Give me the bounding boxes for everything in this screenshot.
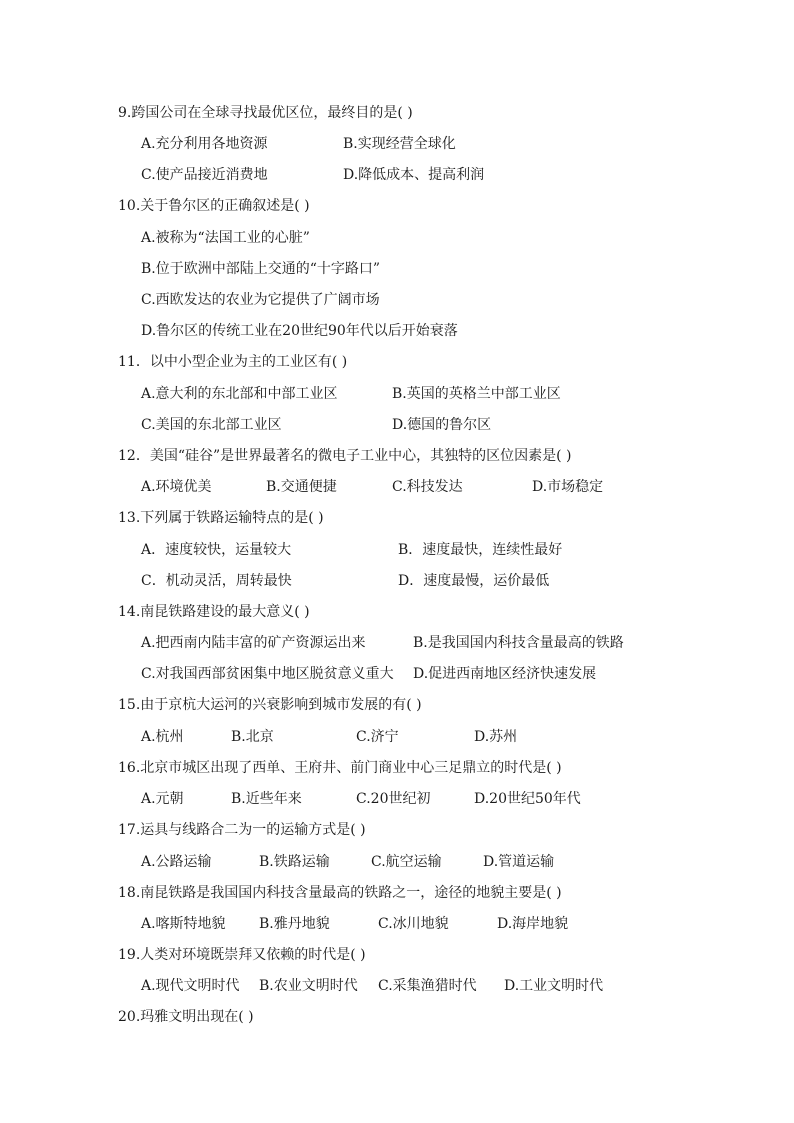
q10-option-b: B.位于欧洲中部陆上交通的“十字路口” bbox=[141, 261, 381, 277]
question-12-stem: 12．美国“硅谷”是世界最著名的微电子工业中心，其独特的区位因素是( ) bbox=[118, 448, 572, 464]
q12-option-d: D.市场稳定 bbox=[532, 479, 604, 495]
q16-option-d: D.20世纪50年代 bbox=[474, 791, 581, 807]
q13-option-c: C．机动灵活，周转最快 bbox=[141, 573, 292, 589]
q16-option-b: B.近些年来 bbox=[231, 791, 302, 807]
q19-option-c: C.采集渔猎时代 bbox=[378, 978, 477, 994]
q15-option-c: C.济宁 bbox=[356, 729, 399, 745]
q11-option-c: C.美国的东北部工业区 bbox=[141, 417, 282, 433]
q14-option-d: D.促进西南地区经济快速发展 bbox=[413, 666, 597, 682]
question-15-stem: 15.由于京杭大运河的兴衰影响到城市发展的有( ) bbox=[118, 697, 422, 713]
q13-option-b: B．速度最快，连续性最好 bbox=[398, 542, 563, 558]
q12-option-a: A.环境优美 bbox=[141, 479, 212, 495]
q9-option-c: C.使产品接近消费地 bbox=[141, 167, 268, 183]
q15-option-b: B.北京 bbox=[231, 729, 274, 745]
q16-option-a: A.元朝 bbox=[141, 791, 184, 807]
question-13-stem: 13.下列属于铁路运输特点的是( ) bbox=[118, 510, 324, 526]
question-18-stem: 18.南昆铁路是我国国内科技含量最高的铁路之一，途径的地貌主要是( ) bbox=[118, 885, 562, 901]
q9-option-b: B.实现经营全球化 bbox=[343, 136, 456, 152]
question-14-stem: 14.南昆铁路建设的最大意义( ) bbox=[118, 604, 310, 620]
q17-option-b: B.铁路运输 bbox=[259, 854, 330, 870]
question-19-stem: 19.人类对环境既崇拜又依赖的时代是( ) bbox=[118, 947, 366, 963]
q10-option-c: C.西欧发达的农业为它提供了广阔市场 bbox=[141, 292, 380, 308]
q13-option-a: A．速度较快，运量较大 bbox=[141, 542, 292, 558]
q17-option-c: C.航空运输 bbox=[371, 854, 442, 870]
q16-option-c: C.20世纪初 bbox=[356, 791, 431, 807]
q13-option-d: D．速度最慢，运价最低 bbox=[398, 573, 550, 589]
q18-option-a: A.喀斯特地貌 bbox=[141, 916, 226, 932]
q19-option-a: A.现代文明时代 bbox=[141, 978, 240, 994]
q14-option-b: B.是我国国内科技含量最高的铁路 bbox=[413, 635, 624, 651]
question-10-stem: 10.关于鲁尔区的正确叙述是( ) bbox=[118, 198, 310, 214]
q12-option-c: C.科技发达 bbox=[392, 479, 463, 495]
q10-option-d: D.鲁尔区的传统工业在20世纪90年代以后开始衰落 bbox=[141, 323, 458, 339]
q11-option-a: A.意大利的东北部和中部工业区 bbox=[141, 386, 338, 402]
q9-option-a: A.充分利用各地资源 bbox=[141, 136, 268, 152]
q18-option-b: B.雅丹地貌 bbox=[259, 916, 330, 932]
q19-option-b: B.农业文明时代 bbox=[259, 978, 358, 994]
q14-option-a: A.把西南内陆丰富的矿产资源运出来 bbox=[141, 635, 366, 651]
q18-option-c: C.冰川地貌 bbox=[378, 916, 449, 932]
q12-option-b: B.交通便捷 bbox=[266, 479, 337, 495]
question-11-stem: 11．以中小型企业为主的工业区有( ) bbox=[118, 354, 348, 370]
q19-option-d: D.工业文明时代 bbox=[504, 978, 604, 994]
question-20-stem: 20.玛雅文明出现在( ) bbox=[118, 1009, 254, 1025]
q11-option-d: D.德国的鲁尔区 bbox=[392, 417, 492, 433]
q15-option-a: A.杭州 bbox=[141, 729, 184, 745]
question-16-stem: 16.北京市城区出现了西单、王府井、前门商业中心三足鼎立的时代是( ) bbox=[118, 760, 562, 776]
question-9-stem: 9.跨国公司在全球寻找最优区位，最终目的是( ) bbox=[118, 105, 413, 121]
q9-option-d: D.降低成本、提高利润 bbox=[343, 167, 485, 183]
q10-option-a: A.被称为“法国工业的心脏” bbox=[141, 230, 310, 246]
q11-option-b: B.英国的英格兰中部工业区 bbox=[392, 386, 561, 402]
q17-option-a: A.公路运输 bbox=[141, 854, 212, 870]
question-17-stem: 17.运具与线路合二为一的运输方式是( ) bbox=[118, 822, 366, 838]
q18-option-d: D.海岸地貌 bbox=[497, 916, 569, 932]
q17-option-d: D.管道运输 bbox=[483, 854, 555, 870]
q15-option-d: D.苏州 bbox=[474, 729, 518, 745]
q14-option-c: C.对我国西部贫困集中地区脱贫意义重大 bbox=[141, 666, 394, 682]
